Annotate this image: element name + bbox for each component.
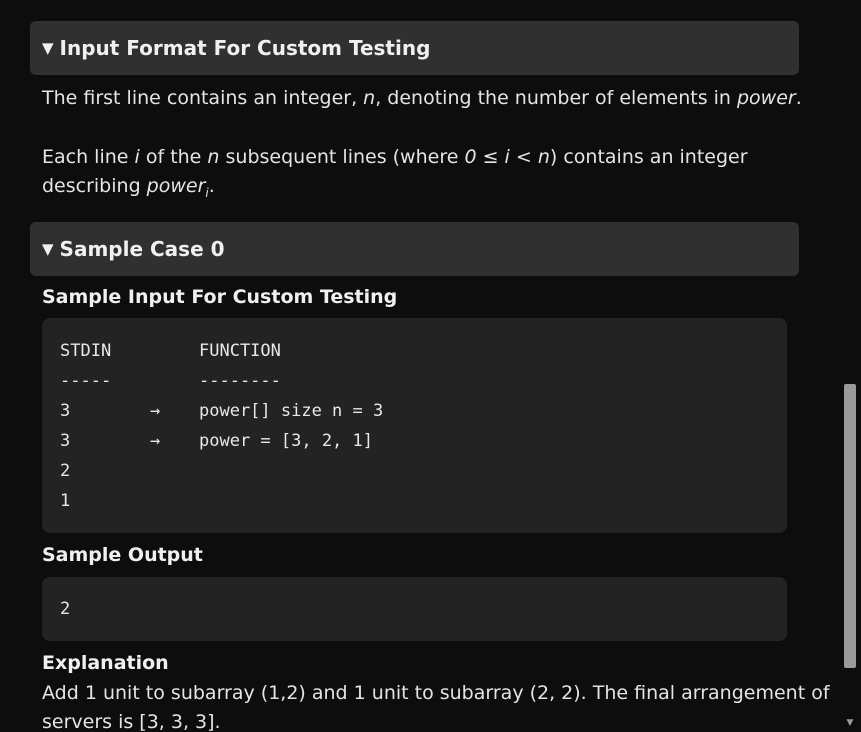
collapse-caret-icon: ▼ (42, 39, 54, 57)
sample-output-heading: Sample Output (42, 544, 203, 566)
code-row: 3 → power = [3, 2, 1] (42, 426, 787, 456)
input-format-line2: Each line i of the n subsequent lines (where 0 ≤ i < n) contains an integer describing power$_i$. (42, 146, 748, 200)
sample-input-code (42, 318, 787, 533)
explanation-text: Add 1 unit to subarray (1,2) and 1 unit to subarray (2, 2). The final arrangement of servers is [3, 3, 3]. (42, 682, 830, 732)
input-format-header[interactable] (30, 21, 799, 75)
arrow-icon: → (150, 431, 161, 451)
code-row: STDIN FUNCTION (60, 341, 281, 361)
scroll-down-arrow-icon[interactable]: ▼ (846, 718, 854, 728)
explanation-heading: Explanation (42, 652, 169, 674)
code-row: 2 (60, 461, 71, 481)
collapse-caret-icon: ▼ (42, 240, 54, 258)
input-format-line1: The first line contains an integer, n, denoting the number of elements in power. (42, 87, 802, 109)
code-row: ----- -------- (60, 371, 281, 391)
sample-output-code (42, 577, 787, 641)
sample-input-heading: Sample Input For Custom Testing (42, 286, 398, 308)
sample-case-header[interactable] (30, 222, 799, 276)
input-format-title: Input Format For Custom Testing (59, 36, 431, 60)
sample-case-title: Sample Case 0 (59, 237, 225, 261)
scrollbar-thumb[interactable] (844, 384, 856, 668)
code-row: 1 (60, 491, 71, 511)
code-row: 3 → power[] size n = 3 (42, 396, 787, 426)
arrow-icon: → (150, 401, 161, 421)
vertical-scrollbar[interactable] (840, 0, 861, 732)
code-row: 2 (60, 599, 71, 619)
